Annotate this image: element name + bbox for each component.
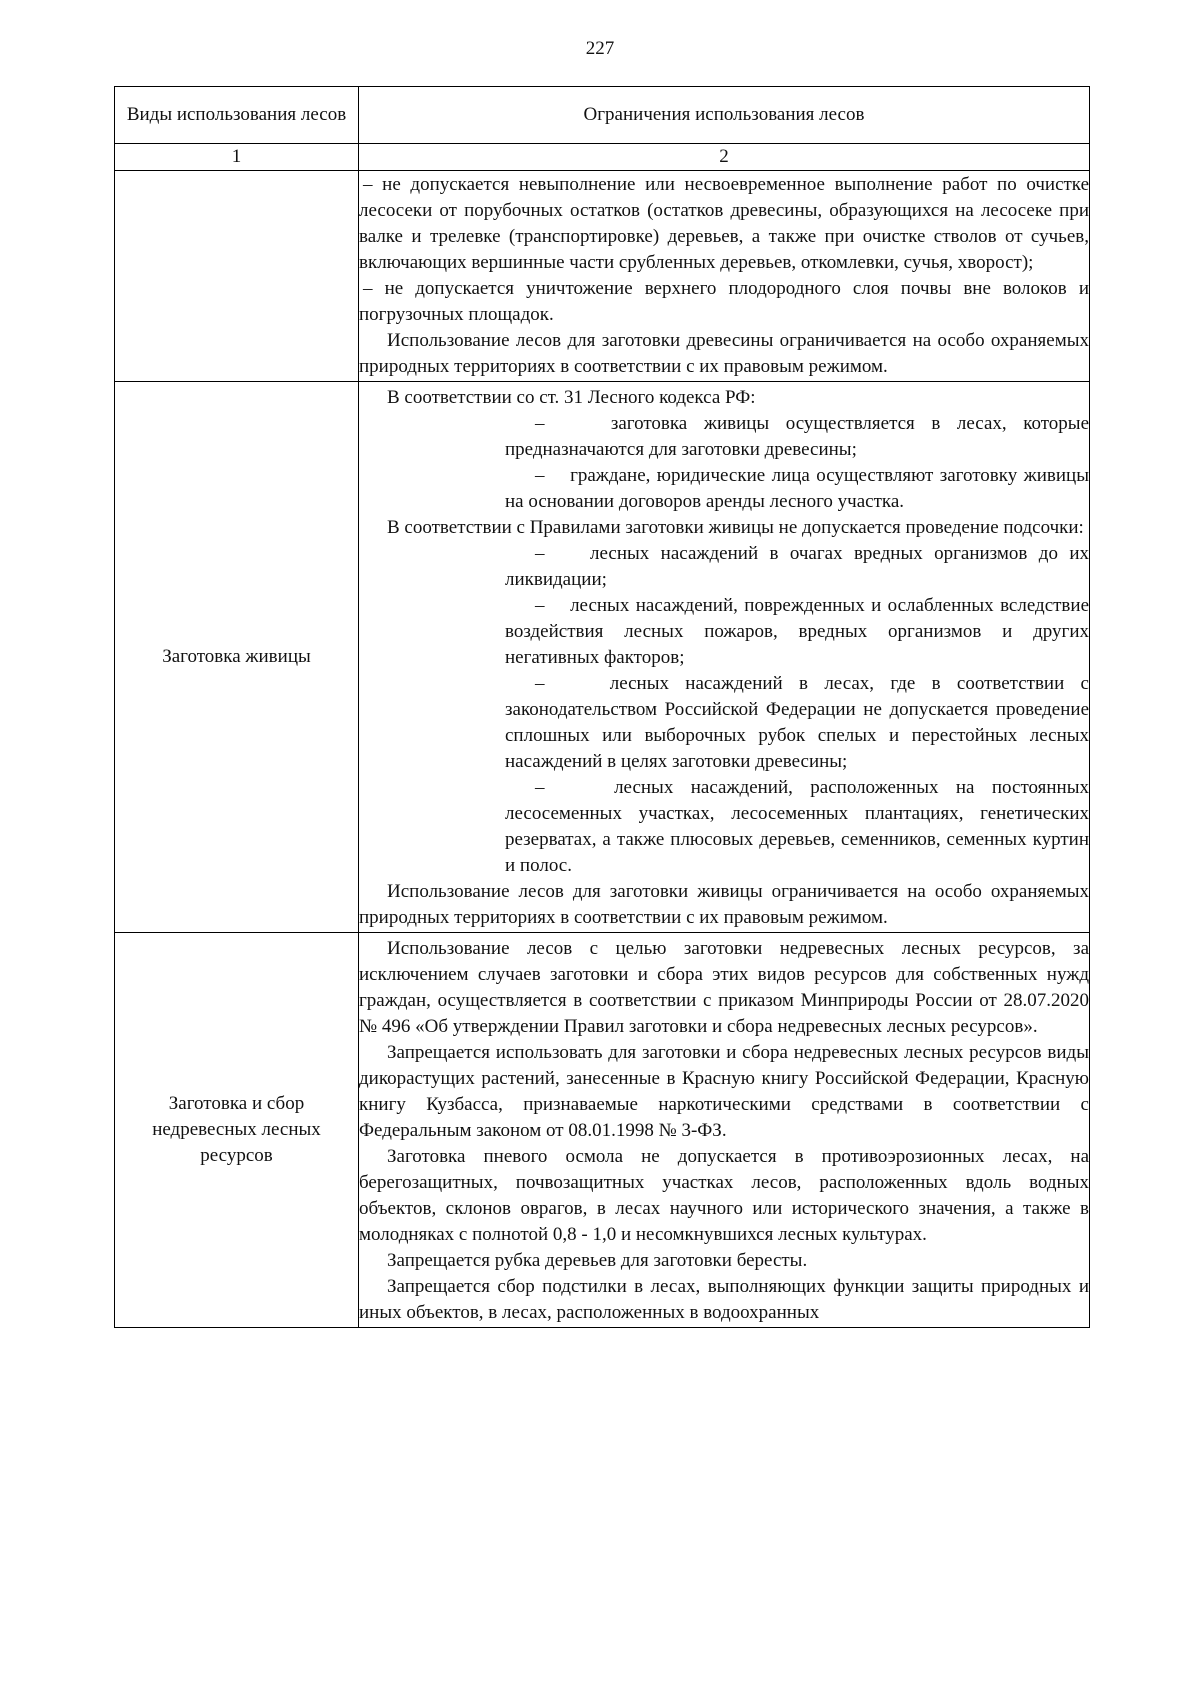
- table-row: [115, 933, 1090, 1328]
- restriction-bullet: – не допускается невыполнение или несвоевременное выполнение работ по очистке лесосеки от порубочных остатков (остатков древесины, образующихся на лесосеке при валке и трелевке (транспортировке) деревьев, а также при очистке стволов от сучьев, включающих вершинные части срубленных деревьев, откомлевки, сучья, хворост);: [359, 174, 1089, 273]
- table-row: [115, 382, 1090, 933]
- restriction-list-item: – лесных насаждений, поврежденных и ослабленных вследствие воздействия лесных пожаров, вредных организмов и других негативных факторов;: [505, 595, 1089, 668]
- restriction-list-item: – граждане, юридические лица осуществляют заготовку живицы на основании договоров аренды лесного участка.: [505, 465, 1089, 512]
- restriction-list-item: – лесных насаждений в лесах, где в соответствии с законодательством Российской Федерации не допускается проведение сплошных или выборочных рубок спелых и перестойных лесных насаждений в целях заготовки древесины;: [505, 673, 1089, 772]
- restriction-paragraph: Запрещается сбор подстилки в лесах, выполняющих функции защиты природных и иных объектов, в лесах, расположенных в водоохранных: [359, 1276, 1089, 1323]
- restriction-paragraph: В соответствии со ст. 31 Лесного кодекса РФ:: [387, 387, 756, 408]
- restriction-list-item: – лесных насаждений в очагах вредных организмов до их ликвидации;: [505, 543, 1089, 590]
- restriction-paragraph: Использование лесов для заготовки древесины ограничивается на особо охраняемых природных территориях в соответствии с их правовым режимом.: [359, 330, 1089, 377]
- table-column-numbers-row: [115, 144, 1090, 171]
- row-kind-cell: [115, 171, 359, 382]
- table-row: [115, 171, 1090, 382]
- row-restrictions-cell: [359, 171, 1090, 382]
- forest-restrictions-table: [114, 86, 1090, 1328]
- header-col-kinds: Виды использования лесов: [115, 87, 359, 144]
- page-number: 227: [585, 38, 615, 59]
- column-number-1: 1: [115, 144, 359, 171]
- restriction-list-item: – заготовка живицы осуществляется в лесах, которые предназначаются для заготовки древесины;: [505, 413, 1089, 460]
- restriction-paragraph: Использование лесов для заготовки живицы ограничивается на особо охраняемых природных территориях в соответствии с их правовым режимом.: [359, 881, 1089, 928]
- row-kind-cell: Заготовка живицы: [115, 382, 359, 933]
- restriction-list-item: – лесных насаждений, расположенных на постоянных лесосеменных участках, лесосеменных плантациях, генетических резерватах, а также плюсовых деревьев, семенников, семенных куртин и полос.: [505, 777, 1089, 876]
- restriction-paragraph: Заготовка пневого осмола не допускается в противоэрозионных лесах, на берегозащитных, почвозащитных участках лесов, расположенных вдоль водных объектов, склонов оврагов, в лесах научного или исторического значения, а также в молодняках с полнотой 0,8 - 1,0 и несомкнувшихся лесных культурах.: [359, 1146, 1089, 1245]
- row-restrictions-cell: [359, 933, 1090, 1328]
- row-restrictions-cell: [359, 382, 1090, 933]
- restriction-paragraph: Использование лесов с целью заготовки недревесных лесных ресурсов, за исключением случаев заготовки и сбора этих видов ресурсов для собственных нужд граждан, осуществляется в соответствии с приказом Минприроды России от 28.07.2020 № 496 «Об утверждении Правил заготовки и сбора недревесных лесных ресурсов».: [359, 938, 1089, 1037]
- restriction-paragraph: Запрещается рубка деревьев для заготовки бересты.: [387, 1250, 808, 1271]
- table-header-row: [115, 87, 1090, 144]
- row-kind-cell: Заготовка и сбор недревесных лесных ресурсов: [115, 933, 359, 1328]
- column-number-2: 2: [359, 144, 1090, 171]
- restriction-paragraph: Запрещается использовать для заготовки и сбора недревесных лесных ресурсов виды дикорастущих растений, занесенные в Красную книгу Российской Федерации, Красную книгу Кузбасса, признаваемые наркотическими средствами в соответствии с Федеральным законом от 08.01.1998 № 3-ФЗ.: [359, 1042, 1089, 1141]
- restriction-paragraph: В соответствии с Правилами заготовки живицы не допускается проведение подсочки:: [387, 517, 1084, 538]
- header-col-restrictions: Ограничения использования лесов: [359, 87, 1090, 144]
- restriction-bullet: – не допускается уничтожение верхнего плодородного слоя почвы вне волоков и погрузочных площадок.: [359, 278, 1089, 325]
